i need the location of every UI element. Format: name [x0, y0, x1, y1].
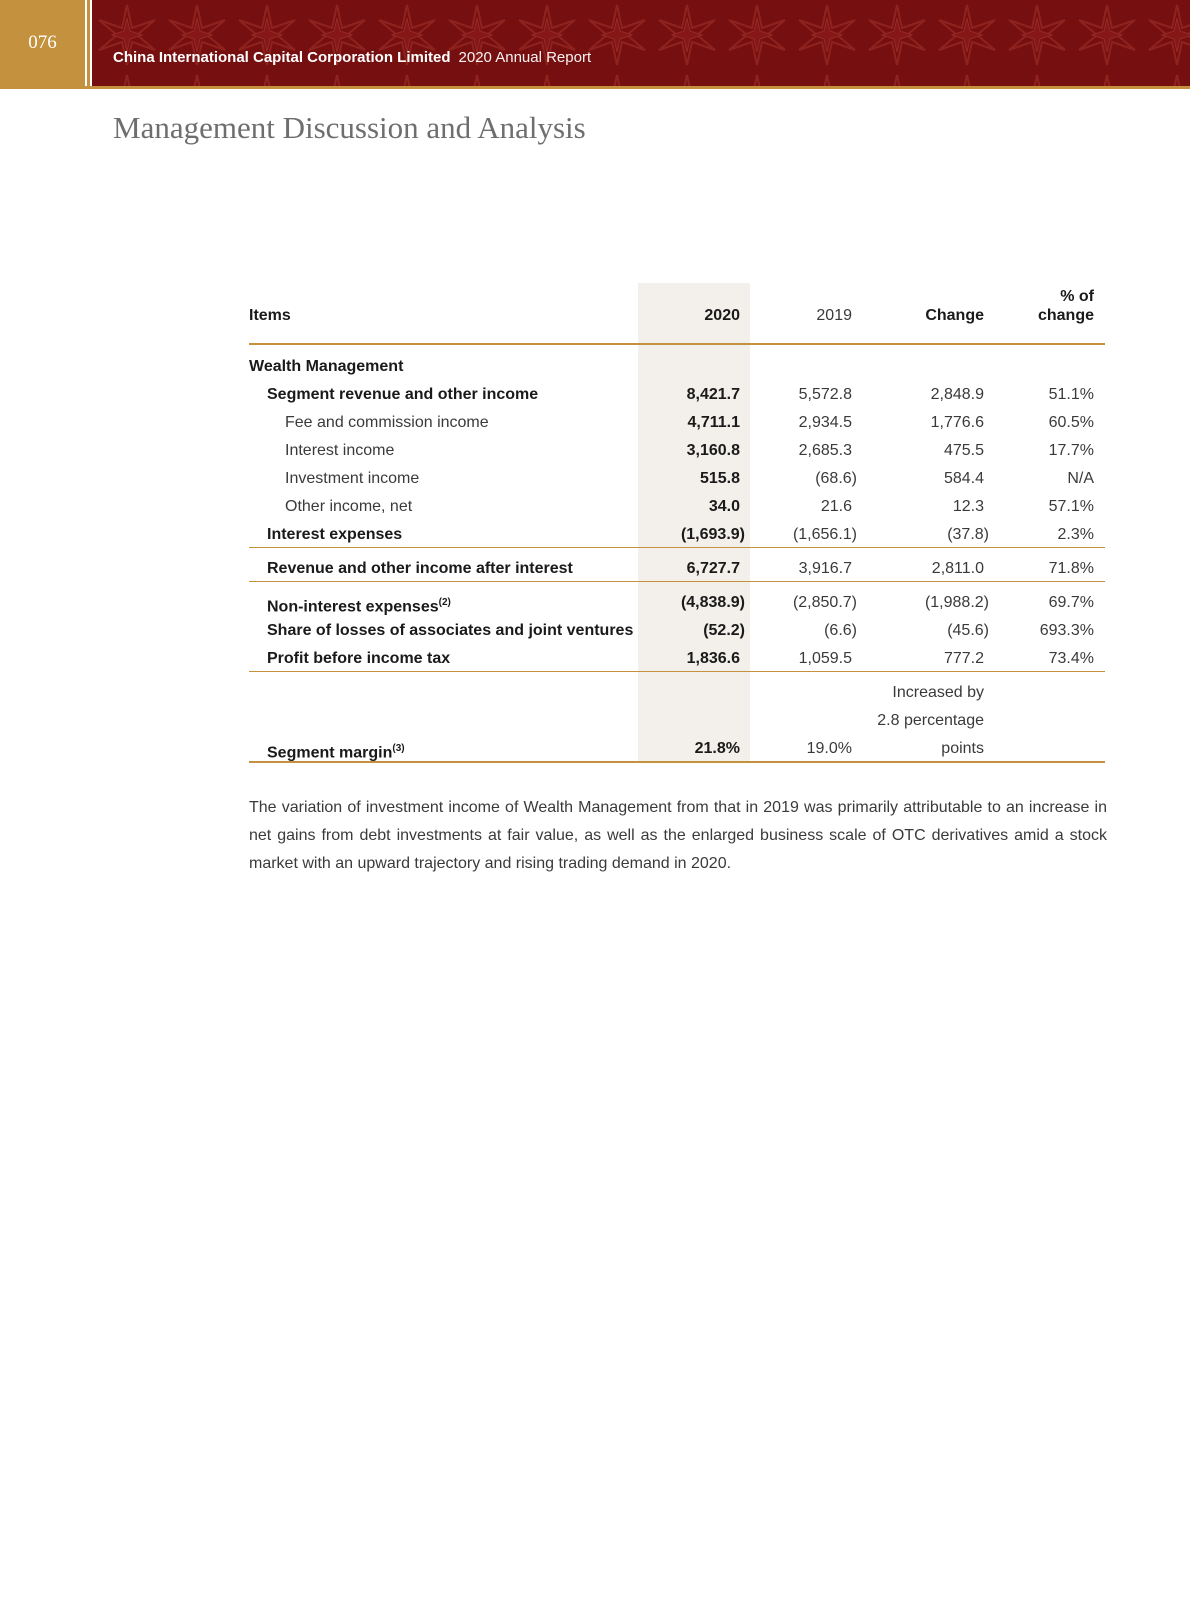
table-row: Share of losses of associates and joint ventures (52.2) (6.6) (45.6) 693.3%: [267, 622, 1094, 639]
table-row: Revenue and other income after interest 6,727.7 3,916.7 2,811.0 71.8%: [267, 560, 1094, 577]
company-name: China International Capital Corporation Limited: [113, 49, 451, 66]
table-row-change-note: Increased by: [892, 684, 984, 701]
section-row: [249, 353, 1105, 381]
table-row: Fee and commission income 4,711.1 2,934.5 1,776.6 60.5%: [285, 414, 1094, 431]
header-pct-line2: change: [1037, 307, 1094, 324]
table-row: Segment revenue and other income 8,421.7 5,572.8 2,848.9 51.1%: [267, 386, 1094, 403]
table-row: Profit before income tax 1,836.6 1,059.5 777.2 73.4%: [267, 650, 1094, 667]
table-row: Interest expenses (1,693.9) (1,656.1) (37.8) 2.3%: [267, 526, 1094, 543]
page-number: 076: [0, 0, 85, 86]
report-name: 2020 Annual Report: [458, 49, 592, 66]
table-row: Investment income 515.8 (68.6) 584.4 N/A: [285, 470, 1094, 487]
header-2019: 2019: [816, 307, 852, 324]
header-2020: 2020: [704, 307, 740, 324]
table-row: Other income, net 34.0 21.6 12.3 57.1%: [285, 498, 1094, 515]
page-title: Management Discussion and Analysis: [113, 110, 586, 145]
header-items: Items: [249, 307, 291, 324]
section-title: Wealth Management: [249, 358, 404, 375]
table-row: Interest income 3,160.8 2,685.3 475.5 17.7%: [285, 442, 1094, 459]
header-pct-line1: % of: [1060, 288, 1094, 305]
page-header: [0, 0, 1190, 86]
header-divider: [87, 0, 90, 86]
decorative-pattern: [92, 0, 1190, 86]
header-change: Change: [925, 307, 984, 324]
commentary-paragraph: The variation of investment income of Wealth Management from that in 2019 was primarily attributable to an increase in net gains from debt investments at fair value, as well as the enlarged business scale of OTC derivatives amid a stock market with an upward trajectory and rising trading demand in 2020.: [249, 799, 1107, 872]
table-header-row-2: [249, 302, 1105, 330]
table-row: Non-interest expenses$^{(2)}$ (4,838.9) (2,850.7) (1,988.2) 69.7%: [267, 594, 1094, 616]
table-row: Segment margin$^{(3)}$ 21.8% 19.0% points: [267, 740, 984, 762]
header-rule: [0, 86, 1190, 89]
header-band: [92, 0, 1190, 86]
header-text: [113, 49, 591, 66]
